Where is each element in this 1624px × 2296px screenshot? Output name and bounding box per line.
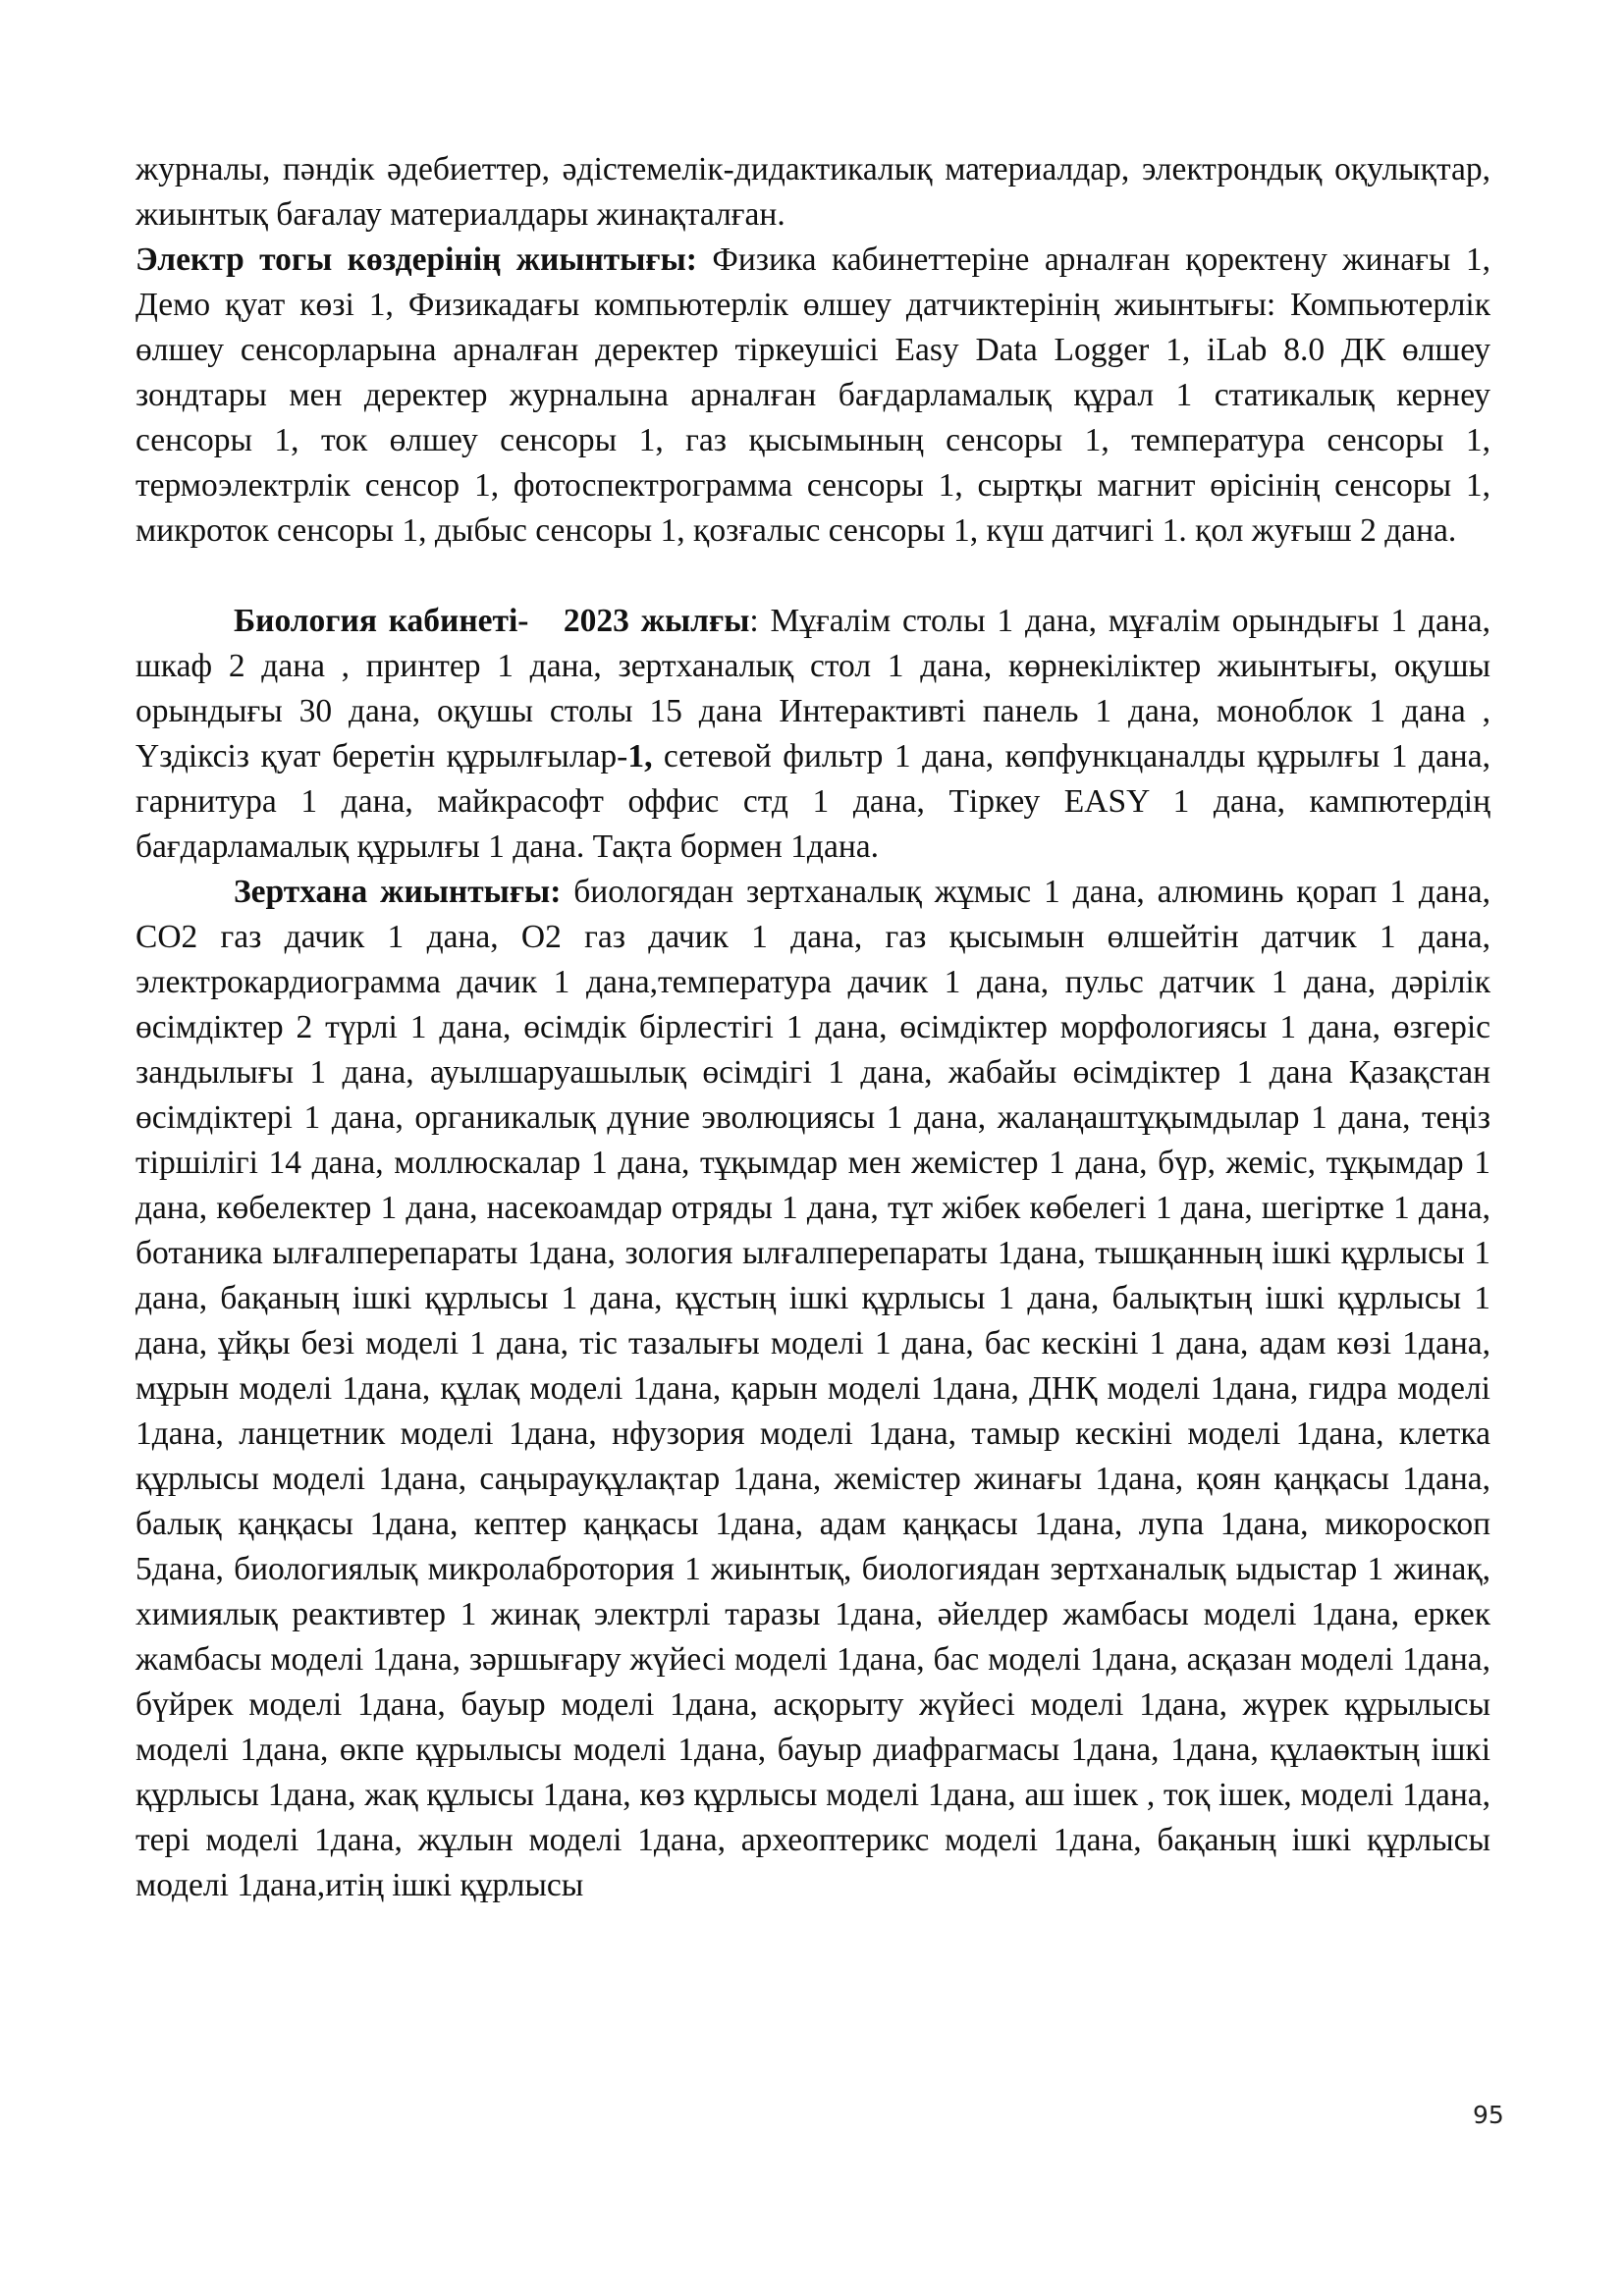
bold-number: 1, xyxy=(627,738,653,774)
paragraph-text: сетевой фильтр 1 дана, көпфункцаналды құрылғы 1 дана, гарнитура 1 дана, майкрасофт оффис стд 1 дана, Тіркеу EASY 1 дана, кампютердің бағдарламалық құрылғы 1 дана. Тақта бормен 1дана. xyxy=(135,738,1490,865)
page-number: 95 xyxy=(1473,2101,1504,2129)
section-heading: Биология кабинеті- 2023 жылғы xyxy=(234,603,750,639)
document-body xyxy=(135,147,1490,1908)
paragraph-text: Физика кабинеттеріне арналған қоректену жинағы 1, Демо қуат көзі 1, Физикадағы компьютерлік өлшеу датчиктерінің жиынтығы: Компьютерлік өлшеу сенсорларына арналған деректер тіркеушісі Easy Data Logger 1, iLab 8.0 ДК өлшеу зондтары мен деректер журналына арналған бағдарламалық құрал 1 статикалық кернеу сенсоры 1, ток өлшеу сенсоры 1, газ қысымының сенсоры 1, температура сенсоры 1, термоэлектрлік сенсор 1, фотоспектрограмма сенсоры 1, сыртқы магнит өрісінің сенсоры 1, микроток сенсоры 1, дыбыс сенсоры 1, қозғалыс сенсоры 1, күш датчигі 1. қол жуғыш 2 дана. xyxy=(135,241,1490,549)
paragraph-materials xyxy=(135,147,1490,238)
paragraph-biology-cabinet xyxy=(135,599,1490,870)
paragraph-power-sources xyxy=(135,238,1490,554)
paragraph-lab-set xyxy=(135,870,1490,1908)
paragraph-text: журналы, пәндік әдебиеттер, әдістемелік-дидактикалық материалдар, электрондық оқулықтар, жиынтық бағалау материалдары жинақталған. xyxy=(135,151,1490,233)
section-heading: Зертхана жиынтығы: xyxy=(234,874,562,910)
paragraph-text: биологядан зертханалық жұмыс 1 дана, алюминь қорап 1 дана, CO2 газ дачик 1 дана, O2 газ дачик 1 дана, газ қысымын өлшейтін датчик 1 дана, электрокардиограмма дачик 1 дана,температура дачик 1 дана, пульс датчик 1 дана, дәрілік өсімдіктер 2 түрлі 1 дана, өсімдік бірлестігі 1 дана, өсімдіктер морфологиясы 1 дана, өзгеріс зандылығы 1 дана, ауылшаруашылық өсімдігі 1 дана, жабайы өсімдіктер 1 дана Қазақстан өсімдіктері 1 дана, органикалық дүние эволюциясы 1 дана, жалаңаштұқымдылар 1 дана, теңіз тіршілігі 14 дана, моллюскалар 1 дана, тұқымдар мен жемістер 1 дана, бүр, жеміс, тұқымдар 1 дана, көбелектер 1 дана, насекоамдар отряды 1 дана, тұт жібек көбелегі 1 дана, шегіртке 1 дана, ботаника ылғалперепараты 1дана, зология ылғалперепараты 1дана, тышқанның ішкі құрлысы 1 дана, бақаның ішкі құрлысы 1 дана, құстың ішкі құрлысы 1 дана, балықтың ішкі құрлысы 1 дана, ұйқы безі моделі 1 дана, тіс тазалығы моделі 1 дана, бас кескіні 1 дана, адам көзі 1дана, мұрын моделі 1дана, құлақ моделі 1дана, қарын моделі 1дана, ДНҚ моделі 1дана, гидра моделі 1дана, ланцетник моделі 1дана, нфузория моделі 1дана, тамыр кескіні моделі 1дана, клетка құрлысы моделі 1дана, саңырауқұлақтар 1дана, жемістер жинағы 1дана, қоян қаңқасы 1дана, балық қаңқасы 1дана, кептер қаңқасы 1дана, адам қаңқасы 1дана, лупа 1дана, микороскоп 5дана, биологиялық микролабротория 1 жиынтық, биологиядан зертханалық ыдыстар 1 жинақ, химиялық реактивтер 1 жинақ электрлі таразы 1дана, әйелдер жамбасы моделі 1дана, еркек жамбасы моделі 1дана, зәршығару жүйесі моделі 1дана, бас моделі 1дана, асқазан моделі 1дана, бүйрек моделі 1дана, бауыр моделі 1дана, асқорыту жүйесі моделі 1дана, жүрек құрылысы моделі 1дана, өкпе құрылысы моделі 1дана, бауыр диафрагмасы 1дана, 1дана, құлаөктың ішкі құрлысы 1дана, жақ құлысы 1дана, көз құрлысы моделі 1дана, аш ішек , тоқ ішек, моделі 1дана, тері моделі 1дана, жұлын моделі 1дана, археоптерикс моделі 1дана, бақаның ішкі құрлысы моделі 1дана,итің ішкі құрлысы xyxy=(135,874,1491,1903)
paragraph-text: : Мұғалім столы 1 дана, мұғалім орындығы 1 дана, шкаф 2 дана , принтер 1 дана, зертханалық стол 1 дана, көрнекіліктер жиынтығы, оқушы орындығы 30 дана, оқушы столы 15 дана Интерактивті панель 1 дана, моноблок 1 дана , Үздіксіз қуат беретін құрылғылар- xyxy=(135,603,1490,774)
section-heading: Электр тогы көздерінің жиынтығы: xyxy=(135,241,697,278)
